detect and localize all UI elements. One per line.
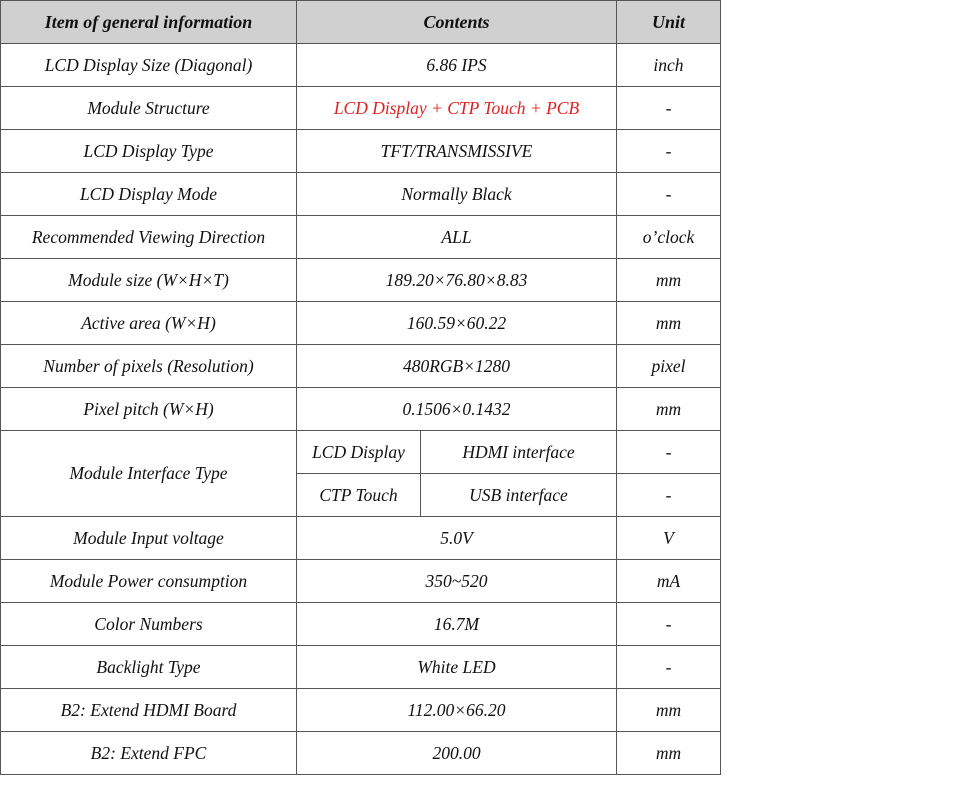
interface-item: Module Interface Type [1,431,297,517]
table-row [1,689,721,732]
table-row [1,44,721,87]
row-unit: pixel [617,345,721,388]
row-unit: - [617,474,721,517]
row-item: B2: Extend HDMI Board [1,689,297,732]
table-row [1,130,721,173]
row-contents: 200.00 [297,732,617,775]
table-row [1,173,721,216]
row-item: Active area (W×H) [1,302,297,345]
row-unit: o’clock [617,216,721,259]
row-unit: V [617,517,721,560]
row-unit: - [617,87,721,130]
row-unit: mm [617,302,721,345]
row-contents: TFT/TRANSMISSIVE [297,130,617,173]
header-item: Item of general information [1,1,297,44]
row-item: Color Numbers [1,603,297,646]
row-item: B2: Extend FPC [1,732,297,775]
interface-type: USB interface [421,474,617,517]
row-item: LCD Display Size (Diagonal) [1,44,297,87]
row-item: Module Structure [1,87,297,130]
row-unit: mm [617,388,721,431]
row-contents: 5.0V [297,517,617,560]
row-unit: mm [617,259,721,302]
row-contents: 480RGB×1280 [297,345,617,388]
row-unit: - [617,173,721,216]
table-row [1,259,721,302]
row-unit: - [617,130,721,173]
table-row [1,517,721,560]
row-unit: - [617,646,721,689]
row-contents: 112.00×66.20 [297,689,617,732]
table-row [1,603,721,646]
table-row [1,560,721,603]
row-item: Pixel pitch (W×H) [1,388,297,431]
row-item: Module Power consumption [1,560,297,603]
row-item: Module size (W×H×T) [1,259,297,302]
table-row [1,302,721,345]
table-row [1,431,721,474]
row-contents: 189.20×76.80×8.83 [297,259,617,302]
header-contents: Contents [297,1,617,44]
table-row [1,646,721,689]
row-contents: 160.59×60.22 [297,302,617,345]
table-row [1,87,721,130]
interface-part: CTP Touch [297,474,421,517]
row-item: Number of pixels (Resolution) [1,345,297,388]
row-unit: - [617,603,721,646]
row-item: LCD Display Mode [1,173,297,216]
row-unit: inch [617,44,721,87]
row-contents: Normally Black [297,173,617,216]
interface-part: LCD Display [297,431,421,474]
table-row [1,216,721,259]
interface-type: HDMI interface [421,431,617,474]
row-unit: - [617,431,721,474]
row-contents-highlighted: LCD Display + CTP Touch + PCB [297,87,617,130]
row-item: Recommended Viewing Direction [1,216,297,259]
header-unit: Unit [617,1,721,44]
row-item: LCD Display Type [1,130,297,173]
row-contents: 16.7M [297,603,617,646]
row-unit: mm [617,732,721,775]
row-unit: mA [617,560,721,603]
table-row [1,345,721,388]
row-contents: 350~520 [297,560,617,603]
row-item: Backlight Type [1,646,297,689]
row-unit: mm [617,689,721,732]
row-contents: 6.86 IPS [297,44,617,87]
table-row [1,732,721,775]
table-row [1,388,721,431]
row-contents: ALL [297,216,617,259]
row-item: Module Input voltage [1,517,297,560]
row-contents: 0.1506×0.1432 [297,388,617,431]
row-contents: White LED [297,646,617,689]
table-header-row [1,1,721,44]
